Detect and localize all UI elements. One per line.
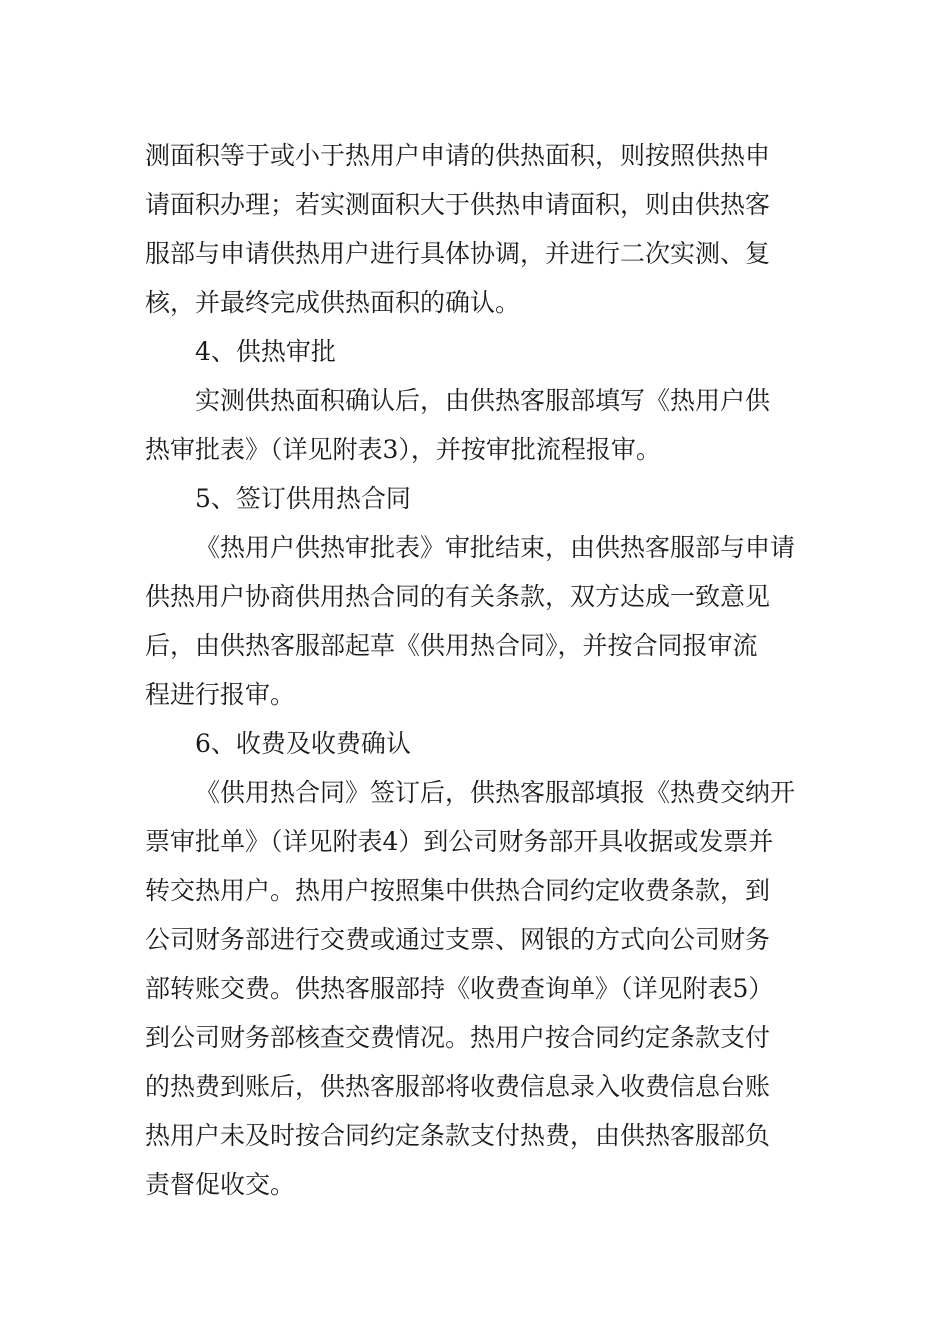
- text-line: 票审批单》（详见附表4）到公司财务部开具收据或发票并: [145, 827, 774, 856]
- paragraph-first-line: 实测供热面积确认后，由供热客服部填写《热用户供: [195, 386, 771, 415]
- text-line: 核，并最终完成供热面积的确认。: [145, 288, 521, 317]
- text-line: 责督促收交。: [145, 1170, 296, 1199]
- text-line: 热审批表》（详见附表3），并按审批流程报审。: [145, 435, 661, 464]
- paragraph-first-line: 《供用热合同》签订后，供热客服部填报《热费交纳开: [195, 778, 796, 807]
- section-heading: 4、供热审批: [195, 337, 336, 366]
- text-line: 服部与申请供热用户进行具体协调，并进行二次实测、复: [145, 239, 771, 268]
- text-line: 后，由供热客服部起草《供用热合同》，并按合同报审流: [145, 631, 758, 660]
- text-line: 测面积等于或小于热用户申请的供热面积，则按照供热申: [145, 141, 771, 170]
- text-line: 程进行报审。: [145, 680, 296, 709]
- text-line: 请面积办理；若实测面积大于供热申请面积，则由供热客: [145, 190, 771, 219]
- text-line: 部转账交费。供热客服部持《收费查询单》（详见附表5）: [145, 974, 774, 1003]
- text-line: 热用户未及时按合同约定条款支付热费，由供热客服部负: [145, 1121, 771, 1150]
- text-line: 公司财务部进行交费或通过支票、网银的方式向公司财务: [145, 925, 771, 954]
- paragraph-first-line: 《热用户供热审批表》审批结束，由供热客服部与申请: [195, 533, 796, 562]
- text-line: 转交热用户。热用户按照集中供热合同约定收费条款，到: [145, 876, 771, 905]
- section-heading: 5、签订供用热合同: [195, 484, 411, 513]
- text-line: 供热用户协商供用热合同的有关条款，双方达成一致意见: [145, 582, 771, 611]
- text-line: 的热费到账后，供热客服部将收费信息录入收费信息台账: [145, 1072, 771, 1101]
- text-line: 到公司财务部核查交费情况。热用户按合同约定条款支付: [145, 1023, 771, 1052]
- section-heading: 6、收费及收费确认: [195, 729, 411, 758]
